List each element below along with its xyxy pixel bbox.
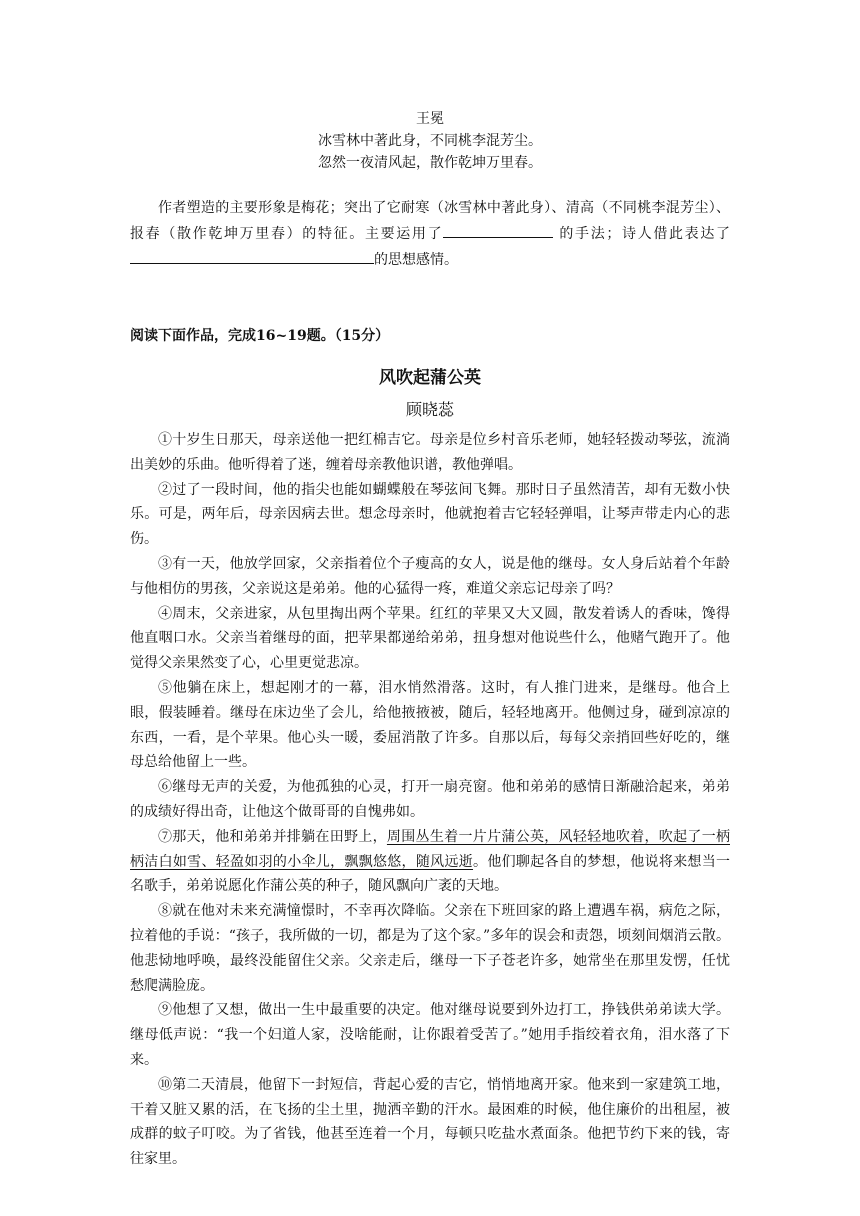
- article-title: 风吹起蒲公英: [379, 368, 481, 388]
- question-instruction: 阅读下面作品，完成16~19题。（15分）: [130, 328, 390, 344]
- paragraph-7-post: 。他们聊起各自的梦想，他说将来想当一名歌手，弟弟说愿化作蒲公英的种子，随风飘向广袤的天地。: [130, 853, 731, 895]
- paragraph-2: ②过了一段时间，他的指尖也能如蝴蝶般在琴弦间飞舞。那时日子虽然清苦，却有无数小快乐。可是，两年后，母亲因病去世。想念母亲时，他就抱着吉它轻轻弹唱，让琴声带走内心的悲伤。: [130, 481, 730, 548]
- poem-author: 王冕: [416, 111, 444, 127]
- paragraph-9: ⑨他想了又想，做出一生中最重要的决定。他对继母说要到外边打工，挣钱供弟弟读大学。继母低声说：“我一个妇道人家，没啥能耐，让你跟着受苦了。”她用手指绞着衣角，泪水落了下来。: [130, 1002, 730, 1068]
- answer-paragraph: [130, 196, 730, 272]
- paragraph-10: ⑩第二天清晨，他留下一封短信，背起心爱的吉它，悄悄地离开家。他来到一家建筑工地，干着又脏又累的活，在飞扬的尘土里，抛洒辛勤的汗水。最困难的时候，他住廉价的出租屋，被成群的蚊子叮咬。为了省钱，他甚至连着一个月，每顿只吃盐水煮面条。他把节约下来的钱，寄往家里。: [130, 1076, 730, 1168]
- paragraph-1: ①十岁生日那天，母亲送他一把红棉吉它。母亲是位乡村音乐老师，她轻轻拨动琴弦，流淌出美妙的乐曲。他听得着了迷，缠着母亲教他识谱，教他弹唱。: [130, 432, 730, 473]
- answer-text-1: 作者塑造的主要形象是梅花；突出了它耐寒（冰雪林中著此身）、清高（不同桃李混芳尘）、报春（散作乾坤万里春）的特征。主要运用了: [130, 200, 730, 242]
- paragraph-6: ⑥继母无声的关爱，为他孤独的心灵，打开一扇亮窗。他和弟弟的感情日渐融洽起来，弟弟的成绩好得出奇，让他这个做哥哥的自愧弗如。: [130, 779, 730, 820]
- paragraph-5: ⑤他躺在床上，想起刚才的一幕，泪水悄然滑落。这时，有人推门进来，是继母。他合上眼，假装睡着。继母在床边坐了会儿，给他掖掖被，随后，轻轻地离开。他侧过身，碰到凉凉的东西，一看，是个苹果。他心头一暖，委屈消散了许多。自那以后，每每父亲捎回些好吃的，继母总给他留上一些。: [130, 679, 730, 771]
- answer-blank-1[interactable]: [443, 221, 553, 238]
- paragraph-4: ④周末，父亲进家，从包里掏出两个苹果。红红的苹果又大又圆，散发着诱人的香味，馋得他直咽口水。父亲当着继母的面，把苹果都递给弟弟，扭身想对他说些什么，他赌气跑开了。他觉得父亲果然变了心，心里更觉悲凉。: [130, 605, 730, 672]
- paragraph-7: [130, 825, 730, 899]
- article-author: 顾晓蕊: [405, 400, 454, 419]
- paragraph-3: ③有一天，他放学回家，父亲指着位个子瘦高的女人，说是他的继母。女人身后站着个年龄与他相仿的男孩，父亲说这是弟弟。他的心猛得一疼，难道父亲忘记母亲了吗？: [130, 555, 730, 597]
- paragraph-7-pre: ⑦那天，他和弟弟并排躺在田野上，: [158, 828, 387, 845]
- article-body: [130, 428, 730, 1172]
- answer-blank-2[interactable]: [130, 247, 374, 264]
- poem-line-2: 忽然一夜清风起，散作乾坤万里春。: [318, 155, 542, 171]
- poem-block: [130, 108, 730, 174]
- paragraph-8: ⑧就在他对未来充满憧憬时，不幸再次降临。父亲在下班回家的路上遭遇车祸，病危之际，拉着他的手说：“孩子，我所做的一切，都是为了这个家。”多年的误会和责怨，顷刻间烟消云散。他悲恸地呼唤，最终没能留住父亲。父亲走后，继母一下子苍老许多，她常坐在那里发愣，任忧愁爬满脸庞。: [130, 903, 730, 994]
- answer-text-2: 的手法；诗人借此表达了: [553, 225, 731, 242]
- underlined-passage: 周围丛生着一片片蒲公英，风轻轻地吹着，吹起了一柄柄洁白如雪、轻盈如羽的小伞儿，飘飘悠悠，随风远逝: [130, 828, 730, 870]
- poem-line-1: 冰雪林中著此身，不同桃李混芳尘。: [318, 133, 542, 149]
- answer-text-3: 的思想感情。: [374, 251, 458, 268]
